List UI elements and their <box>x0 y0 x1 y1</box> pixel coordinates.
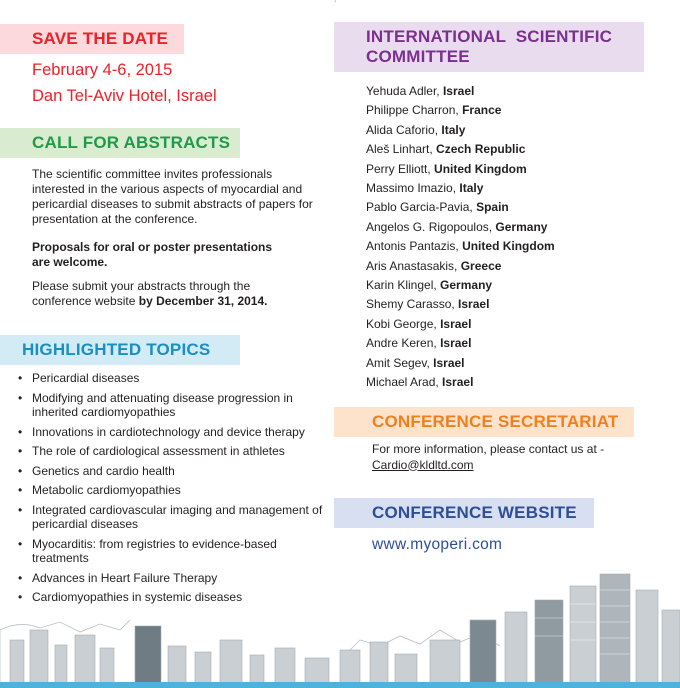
list-item: Shemy Carasso, Israel <box>366 297 490 312</box>
abstracts-submit-text: Please submit your abstracts through the conference website <box>32 279 251 308</box>
abstracts-intro: The scientific committee invites professionals interested in the various aspects of myocardial and pericardial diseases to submit abstracts of papers for presentation at the conference. <box>32 167 313 226</box>
list-item: Kobi George, Israel <box>366 316 472 331</box>
save-the-date-title: SAVE THE DATE <box>32 29 169 48</box>
list-item: • Pericardial diseases <box>18 371 140 385</box>
list-item: • Myocarditis: from registries to evidence-based treatments <box>18 536 277 565</box>
highlighted-topics-title: HIGHLIGHTED TOPICS <box>22 340 211 359</box>
top-tick-mark: ˈ <box>334 0 338 11</box>
secretariat-contact <box>372 442 662 473</box>
bullet-icon: • <box>18 570 23 585</box>
list-item: Yehuda Adler, Israel <box>366 84 475 98</box>
committee-title-line1: INTERNATIONAL SCIENTIFIC <box>366 27 613 46</box>
bullet-icon: • <box>18 502 23 517</box>
list-item: Amit Segev, Israel <box>366 355 465 370</box>
save-the-date-header <box>0 24 184 54</box>
list-item: • Integrated cardiovascular imaging and management of pericardial diseases <box>18 502 323 531</box>
committee-header <box>334 22 644 72</box>
list-item: Perry Elliott, United Kingdom <box>366 161 527 176</box>
list-item: Aris Anastasakis, Greece <box>366 258 502 273</box>
website-header <box>334 498 594 528</box>
list-item: • Cardiomyopathies in systemic diseases <box>18 590 243 604</box>
event-venue: Dan Tel-Aviv Hotel, Israel <box>32 87 217 105</box>
secretariat-header <box>334 407 634 437</box>
list-item: Pablo Garcia-Pavia, Spain <box>366 200 509 215</box>
city-skyline-illustration <box>0 560 680 688</box>
list-item: Michael Arad, Israel <box>366 375 474 390</box>
call-for-abstracts-header <box>0 128 240 158</box>
bullet-icon: • <box>18 424 23 439</box>
secretariat-text: For more information, please contact us at - <box>372 442 605 456</box>
abstracts-submit <box>32 279 302 309</box>
event-date: February 4-6, 2015 <box>32 61 173 79</box>
abstracts-proposals: Proposals for oral or poster presentations are welcome. <box>32 240 273 269</box>
list-item: • Innovations in cardiotechnology and device therapy <box>18 424 305 439</box>
bullet-icon: • <box>18 536 23 551</box>
list-item: Karin Klingel, Germany <box>366 278 493 293</box>
list-item: Antonis Pantazis, United Kingdom <box>366 239 555 254</box>
list-item: Angelos G. Rigopoulos, Germany <box>366 219 548 234</box>
list-item: Massimo Imazio, Italy <box>366 181 484 196</box>
list-item: • Genetics and cardio health <box>18 463 175 478</box>
list-item: Philippe Charron, France <box>366 103 502 118</box>
list-item: Andre Keren, Israel <box>366 336 472 351</box>
call-for-abstracts-title: CALL FOR ABSTRACTS <box>32 133 231 152</box>
list-item: Aleš Linhart, Czech Republic <box>366 142 526 157</box>
committee-list <box>366 82 555 393</box>
list-item: • Advances in Heart Failure Therapy <box>18 570 218 585</box>
bullet-icon: • <box>18 590 23 604</box>
website-title: CONFERENCE WEBSITE <box>372 503 577 522</box>
list-item: Alida Caforio, Italy <box>366 122 466 137</box>
bullet-icon: • <box>18 390 23 405</box>
bullet-icon: • <box>18 483 23 497</box>
secretariat-title: CONFERENCE SECRETARIAT <box>372 412 619 431</box>
list-item: • Metabolic cardiomyopathies <box>18 483 181 497</box>
website-link[interactable]: www.myoperi.com <box>372 536 503 553</box>
committee-title-line2: COMMITTEE <box>366 47 470 66</box>
bullet-icon: • <box>18 371 23 385</box>
list-item: • Modifying and attenuating disease progression in inherited cardiomyopathies <box>18 390 293 419</box>
highlighted-topics-header <box>0 335 240 365</box>
bullet-icon: • <box>18 444 23 458</box>
list-item: • The role of cardiological assessment in athletes <box>18 444 285 458</box>
bullet-icon: • <box>18 463 23 478</box>
secretariat-email-link[interactable]: Cardio@kldltd.com <box>372 457 474 472</box>
abstracts-deadline: by December 31, 2014. <box>138 294 268 308</box>
